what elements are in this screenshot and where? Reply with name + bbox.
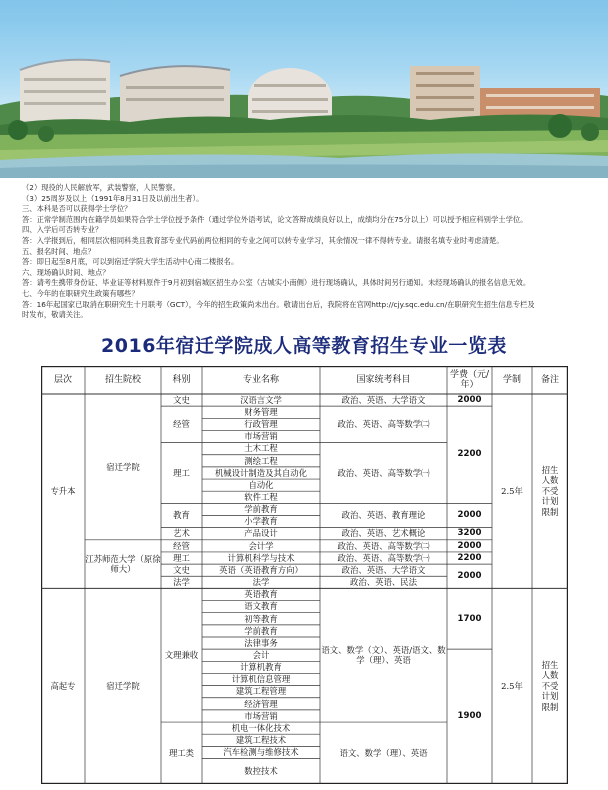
category-cell: 艺术 bbox=[173, 528, 190, 539]
major-cell: 法律事务 bbox=[244, 637, 278, 648]
major-cell: 软件工程 bbox=[244, 492, 278, 502]
subjects-cell: 政治、英语、艺术概论 bbox=[341, 528, 426, 539]
major-cell: 学前教育 bbox=[244, 504, 278, 515]
major-cell: 土木工程 bbox=[244, 443, 278, 454]
school-cell: 宿迁学院 bbox=[106, 461, 140, 472]
campus-photo bbox=[0, 0, 608, 178]
category-cell: 文理兼收 bbox=[164, 649, 199, 660]
subjects-cell: 政治、英语、高等数学㈠ bbox=[337, 467, 430, 478]
major-cell: 语文教育 bbox=[244, 601, 278, 612]
category-cell: 教育 bbox=[173, 510, 190, 521]
category-cell: 理工 bbox=[173, 552, 190, 563]
major-cell: 学前教育 bbox=[244, 625, 278, 636]
fee-cell: 1900 bbox=[457, 711, 482, 722]
major-cell: 市场营销 bbox=[244, 431, 278, 442]
major-cell: 会计 bbox=[252, 649, 270, 660]
fee-cell: 2000 bbox=[457, 540, 482, 551]
faq-line: （2）现役的人民解放军，武装警察，人民警察。 bbox=[22, 183, 180, 192]
majors-table bbox=[41, 366, 568, 784]
header-duration: 学制 bbox=[502, 374, 521, 385]
major-cell: 会计学 bbox=[248, 540, 274, 551]
duration-cell: 2.5年 bbox=[501, 680, 523, 691]
major-cell: 行政管理 bbox=[244, 419, 278, 430]
category-cell: 理工类 bbox=[168, 747, 195, 758]
header-school: 招生院校 bbox=[104, 374, 141, 385]
faq-line: 时发布，敬请关注。 bbox=[22, 310, 88, 320]
fee-cell: 2000 bbox=[457, 394, 482, 405]
subjects-cell: 语文、数学（理）、英语 bbox=[339, 747, 428, 758]
fee-cell: 3200 bbox=[457, 528, 482, 539]
level-highschool: 高起专 bbox=[50, 680, 76, 691]
header-fee: 学费（元/年） bbox=[449, 369, 490, 390]
major-cell: 数控技术 bbox=[244, 766, 278, 776]
major-cell: 计算机信息管理 bbox=[231, 674, 291, 685]
faq-line: 答：正常学制范围内在籍学员如果符合学士学位授予条件（通过学位外语考试，论文答辩成绩良好以上，成绩均分在75分以上）可以授予相应科别学士学位。 bbox=[22, 214, 528, 224]
major-cell: 机械设计制造及其自动化 bbox=[214, 467, 308, 478]
faq-line: 四、入学后可否转专业？ bbox=[22, 225, 103, 235]
faq-line: 五、报名时间、地点？ bbox=[22, 246, 95, 256]
fee-cell: 2200 bbox=[457, 552, 482, 563]
category-cell: 理工 bbox=[173, 467, 190, 478]
major-cell: 小学教育 bbox=[244, 516, 278, 527]
major-cell: 英语教育 bbox=[244, 589, 278, 600]
header-remark: 备注 bbox=[540, 374, 559, 385]
subjects-cell: 语文、数学（文）、英语/语文、数学（理）、英语 bbox=[321, 644, 446, 666]
subjects-cell: 政治、英语、大学语文 bbox=[341, 564, 426, 575]
major-cell: 产品设计 bbox=[244, 528, 278, 539]
category-cell: 文史 bbox=[173, 394, 190, 405]
duration-cell: 2.5年 bbox=[501, 485, 523, 496]
faq-line: 七、今年的在职研究生政策有哪些？ bbox=[22, 288, 139, 298]
faq-line: 答：请考生携带身份证、毕业证等材料原件于9月初到宿城区招生办公室（古城实小南侧）进行现场确认，具体时间另行通知。未经现场确认的报名信息无效。 bbox=[22, 278, 531, 288]
major-cell: 汉语言文学 bbox=[240, 394, 282, 405]
subjects-cell: 政治、英语、高等数学㈡ bbox=[337, 419, 430, 430]
subjects-cell: 政治、英语、高等数学㈡ bbox=[337, 540, 430, 551]
level-upgrade: 专升本 bbox=[50, 485, 76, 496]
subjects-cell: 政治、英语、高等数学㈠ bbox=[337, 552, 430, 563]
major-cell: 机电一体化技术 bbox=[231, 722, 291, 733]
remark-cell: 招生人数不受计划限制 bbox=[541, 464, 559, 517]
fee-cell: 1700 bbox=[457, 613, 482, 624]
school-cell: 江苏师范大学（原徐师大） bbox=[85, 553, 161, 575]
major-cell: 自动化 bbox=[248, 479, 274, 490]
remark-cell: 招生人数不受计划限制 bbox=[541, 659, 559, 712]
fee-cell: 2000 bbox=[457, 570, 482, 581]
faq-line: 三、本科是否可以获得学士学位？ bbox=[22, 204, 132, 214]
major-cell: 英语（英语教育方向） bbox=[219, 564, 303, 575]
fee-cell: 2000 bbox=[457, 510, 482, 521]
header-level: 层次 bbox=[53, 374, 72, 385]
major-cell: 计算机科学与技术 bbox=[227, 552, 295, 563]
header-subjects: 国家统考科目 bbox=[356, 374, 411, 385]
major-cell: 测绘工程 bbox=[244, 455, 278, 466]
major-cell: 财务管理 bbox=[244, 406, 278, 417]
major-cell: 建筑工程管理 bbox=[235, 686, 287, 697]
category-cell: 文史 bbox=[173, 564, 190, 575]
subjects-cell: 政治、英语、大学语文 bbox=[341, 394, 426, 405]
subjects-cell: 政治、英语、教育理论 bbox=[341, 510, 426, 521]
faq-line: 六、现场确认时间、地点？ bbox=[22, 267, 110, 277]
faq-line: 答：即日起至8月底，可以到宿迁学院大学生活动中心南二楼报名。 bbox=[22, 257, 239, 267]
major-cell: 初等教育 bbox=[244, 613, 278, 624]
major-cell: 汽车检测与维修技术 bbox=[223, 747, 299, 758]
major-cell: 计算机教育 bbox=[240, 662, 282, 673]
page-title: 2016年宿迁学院成人高等教育招生专业一览表 bbox=[101, 335, 507, 357]
major-cell: 市场营销 bbox=[244, 710, 278, 721]
major-cell: 建筑工程技术 bbox=[235, 735, 287, 745]
faq-line: 答：16年起国家已取消在职研究生十月联考（GCT），今年的招生政策尚未出台。敬请出台后，我院将在官网http://cjy.sqc.edu.cn/在职研究生招生信息专栏及 bbox=[22, 299, 535, 309]
admission-faq-text bbox=[22, 183, 592, 321]
subjects-cell: 政治、英语、民法 bbox=[350, 577, 417, 588]
faq-line: （3）25周岁及以上（1991年8月31日及以前出生者）。 bbox=[22, 193, 204, 203]
category-cell: 经管 bbox=[173, 540, 190, 551]
header-category: 科别 bbox=[172, 374, 191, 385]
fee-cell: 2200 bbox=[457, 449, 482, 460]
category-cell: 法学 bbox=[173, 577, 190, 588]
major-cell: 法学 bbox=[252, 577, 270, 588]
major-cell: 经济管理 bbox=[244, 698, 278, 709]
school-cell: 宿迁学院 bbox=[106, 680, 140, 691]
header-major: 专业名称 bbox=[242, 374, 279, 385]
category-cell: 经管 bbox=[173, 419, 190, 430]
faq-line: 答：入学报到后，相同层次相同科类且教育部专业代码前两位相同的专业之间可以转专业学习，其余情况一律不得转专业。请报名填专业时考虑清楚。 bbox=[22, 235, 504, 245]
